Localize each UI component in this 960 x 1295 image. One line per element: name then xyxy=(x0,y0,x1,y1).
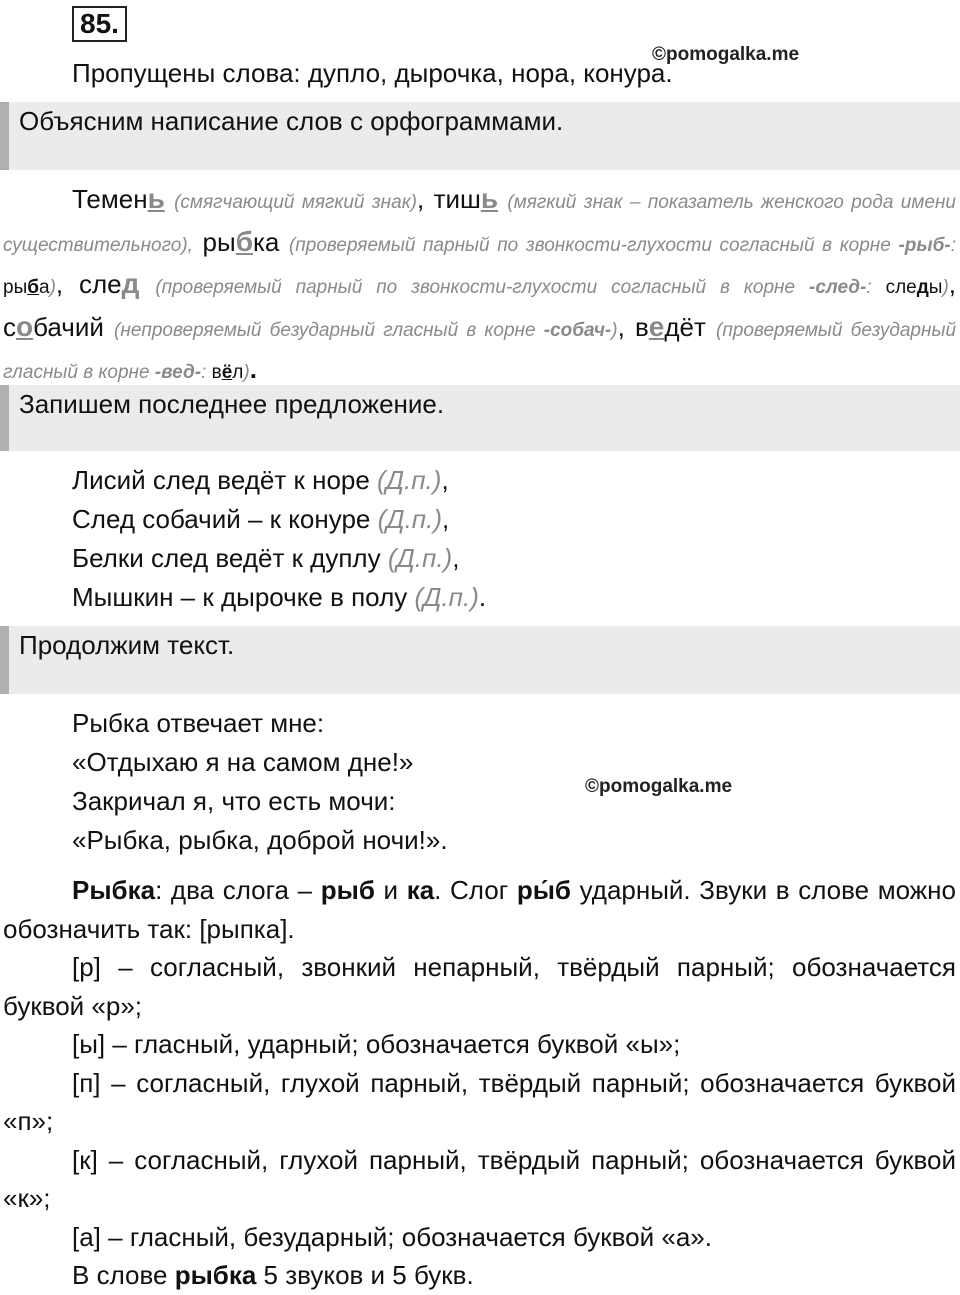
poem-line: Лисий след ведёт к норе (Д.п.), xyxy=(72,465,449,495)
watermark: ©pomogalka.me xyxy=(585,776,733,797)
section-title: Запишем последнее предложение. xyxy=(19,389,445,419)
sound-item: [к] – согласный, глухой парный, твёрдый парный; обозначается буквой «к»; xyxy=(3,1144,956,1213)
poem-line: «Отдыхаю я на самом дне!» xyxy=(72,747,414,777)
sound-item: [р] – согласный, звонкий непарный, твёрдый парный; обозначается буквой «р»; xyxy=(3,952,956,1021)
exercise-number: 85. xyxy=(72,6,127,42)
analysis-paragraph: Рыбка: два слога – рыб и ка. Слог ры́б ударный. Звуки в слове можно обозначить так: [рыпка]. [р] – согласный, звонкий непарный, твёрдый парный; обозначается буквой «р»; [ы] – гласный, ударный; обозначается буквой «ы»; [п] – согласный, глухой парный, твёрдый парный; обозначается буквой «п»; [к] – согласный, глухой парный, твёрдый парный; обозначается буквой «к»; [а] – гласный, безударный; обозначается буквой «а». В слове рыбка 5 звуков и 5 букв. xyxy=(3,875,956,1290)
poem-line: Мышкин – к дырочке в полу (Д.п.). xyxy=(72,582,487,612)
section-title: Продолжим текст. xyxy=(19,630,235,660)
sound-item: [ы] – гласный, ударный; обозначается буквой «ы»; xyxy=(72,1029,681,1059)
poem-line: Рыбка отвечает мне: xyxy=(72,708,325,738)
poem-line: «Рыбка, рыбка, доброй ночи!». xyxy=(72,825,448,855)
sound-item: [а] – гласный, безударный; обозначается буквой «а». xyxy=(72,1221,712,1252)
watermark: ©pomogalka.me xyxy=(652,44,800,65)
poem-line: След собачий – к конуре (Д.п.), xyxy=(72,504,450,534)
poem-line: Белки след ведёт к дуплу (Д.п.), xyxy=(72,543,460,573)
section-header-2 xyxy=(0,385,960,451)
poem-line: Закричал я, что есть мочи: xyxy=(72,786,396,816)
section-header-3 xyxy=(0,626,960,694)
orthography-paragraph: Темень (смягчающий мягкий знак), тишь (мягкий знак – показатель женского рода имени существительного), рыбка (проверяемый парный по звонкости-глухости согласный в корне -рыб-: рыба), след (проверяемый парный по звонкости-глухости согласный в корне -след-: следы), собачий (непроверяемый безударный гласный в корне -собач-), ведёт (проверяемый безударный гласный в корне -вед-: вёл). xyxy=(3,183,957,384)
section-header-1 xyxy=(0,102,960,170)
missing-words: Пропущены слова: дупло, дырочка, нора, конура. xyxy=(72,58,673,88)
sound-item: [п] – согласный, глухой парный, твёрдый парный; обозначается буквой «п»; xyxy=(3,1067,956,1136)
section-title: Объясним написание слов с орфограммами. xyxy=(19,106,564,136)
